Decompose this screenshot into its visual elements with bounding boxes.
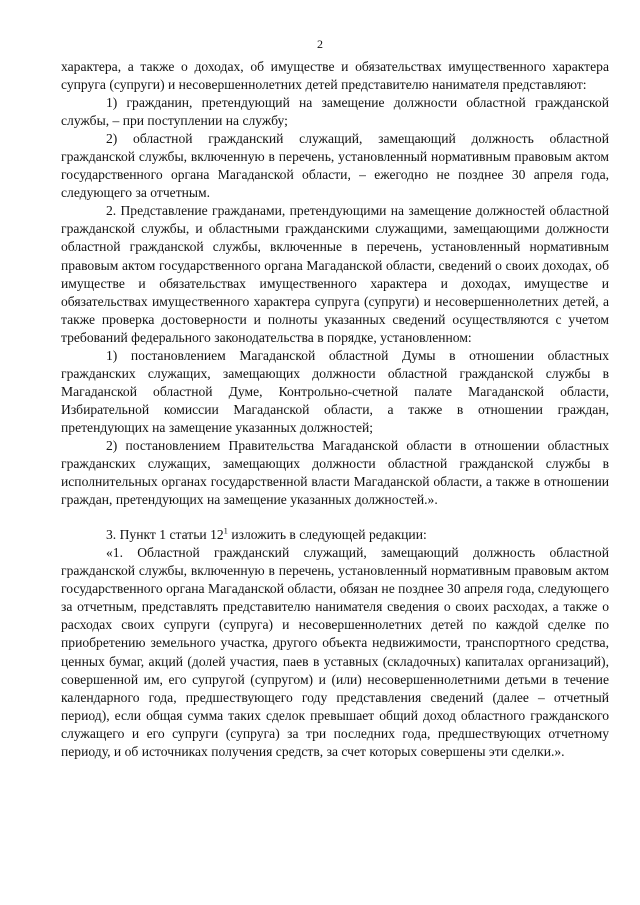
document-body bbox=[61, 58, 609, 761]
item3-prefix: 3. Пункт 1 статьи 12 bbox=[106, 527, 224, 543]
paragraph-item-1-candidate: 1) гражданин, претендующий на замещение должности областной гражданской службы, – при поступлении на службу; bbox=[61, 95, 609, 129]
paragraph-item-3 bbox=[61, 526, 609, 544]
item3-superscript: 1 bbox=[223, 525, 228, 536]
page-number: 2 bbox=[317, 37, 323, 51]
paragraph-clause-2: 2. Представление гражданами, претендующими на замещение должностей областной гражданской службы, и областными гражданскими служащими, замещающими должности областной гражданской службы, включенные в перечень, установленный нормативным правовым актом государственного органа Магаданской области, сведений о своих доходах, об имуществе и обязательствах имущественного характера и доходах, имуществе и обязательствах имущественного характера супруга (супруги) и несовершеннолетних детей, а также проверка достоверности и полноты указанных сведений осуществляются с учетом требований федерального законодательства в порядке, установленном: bbox=[61, 203, 609, 345]
item3-suffix: изложить в следующей редакции: bbox=[227, 527, 427, 543]
paragraph-duma-resolution: 1) постановлением Магаданской областной Думы в отношении областных гражданских служащих, замещающих должности областной гражданской службы в Магаданской областной Думе, Контрольно-счетной палате Магаданской области, Избирательной комиссии Магаданской области, а также в отношении граждан, претендующих на замещение указанных должностей; bbox=[61, 347, 609, 435]
paragraph-quoted-text: «1. Областной гражданский служащий, замещающий должность областной гражданской службы, включенную в перечень, установленный нормативным правовым актом государственного органа Магаданской области, обязан не позднее 30 апреля года, следующего за отчетным, представлять представителю нанимателя сведения о своих расходах, а также о расходах своих супруги (супруга) и несовершеннолетних детей по каждой сделке по приобретению земельного участка, другого объекта недвижимости, транспортного средства, ценных бумаг, акций (долей участия, паев в уставных (складочных) капиталах организаций), совершенной им, его супругой (супругом) и (или) несовершеннолетними детьми в течение календарного года, предшествующего году представления сведений (далее – отчетный период), если общая сумма таких сделок превышает общий доход областного гражданского служащего и его супруги (супруга) за три последних года, предшествующих отчетному периоду, и об источниках получения средств, за счет которых совершены эти сделки.». bbox=[61, 545, 609, 759]
paragraph-continuation: характера, а также о доходах, об имуществе и обязательствах имущественного характера супруга (супруги) и несовершеннолетних детей представителю нанимателя представляют: bbox=[61, 59, 609, 93]
paragraph-government-resolution: 2) постановлением Правительства Магаданской области в отношении областных гражданских служащих, замещающих должности областной гражданской службы в исполнительных органах государственной власти Магаданской области, а также в отношении граждан, претендующих на замещение указанных должностей.». bbox=[61, 437, 609, 508]
paragraph-item-2-servant: 2) областной гражданский служащий, замещающий должность областной гражданской службы, включенную в перечень, установленный нормативным правовым актом государственного органа Магаданской области, – ежегодно не позднее 30 апреля года, следующего за отчетным. bbox=[61, 131, 609, 201]
